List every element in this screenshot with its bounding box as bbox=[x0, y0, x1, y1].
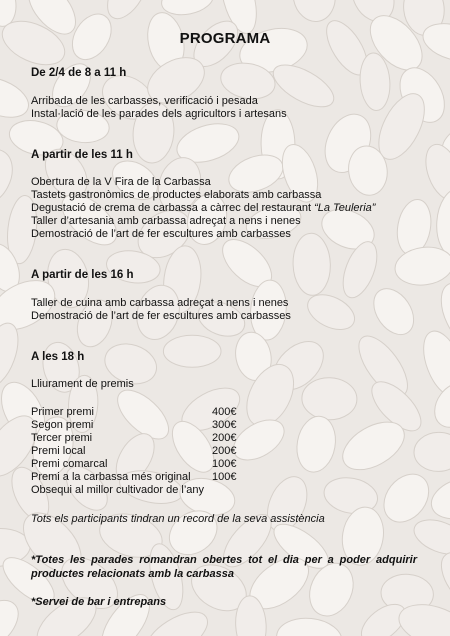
prize-label: Obsequi al millor cultivador de l’any bbox=[31, 484, 205, 496]
activity-line: Instal·lació de les parades dels agricultors i artesans bbox=[31, 108, 287, 120]
activity-text: Degustació de crema de carbassa a càrrec del restaurant bbox=[31, 202, 315, 214]
restaurant-name: “La Teuleria” bbox=[314, 202, 376, 214]
section-heading-18h: A les 18 h bbox=[31, 351, 85, 363]
prize-amount: 200€ bbox=[212, 445, 237, 457]
activity-line: Tastets gastronòmics de productes elaborats amb carbassa bbox=[31, 189, 322, 201]
activity-line bbox=[31, 202, 375, 214]
prize-label: Premi local bbox=[31, 445, 86, 457]
prize-label: Segon premi bbox=[31, 419, 94, 431]
prize-label: Primer premi bbox=[31, 406, 94, 418]
prize-amount: 400€ bbox=[212, 406, 237, 418]
activity-line: Demostració de l’art de fer escultures amb carbasses bbox=[31, 310, 291, 322]
activity-line: Arribada de les carbasses, verificació i pesada bbox=[31, 95, 258, 107]
prize-amount: 300€ bbox=[212, 419, 237, 431]
footnote-bar: *Servei de bar i entrepans bbox=[31, 596, 167, 608]
page-title: PROGRAMA bbox=[179, 30, 271, 47]
footnote-stalls: *Totes les parades romandran obertes tot el dia per a poder adquirir productes relacionats amb la carbassa bbox=[31, 554, 417, 580]
prize-label: Tercer premi bbox=[31, 432, 93, 444]
prize-label: Premi a la carbassa més original bbox=[31, 471, 191, 483]
participants-note: Tots els participants tindran un record de la seva assistència bbox=[31, 513, 325, 525]
prize-amount: 200€ bbox=[212, 432, 237, 444]
section-heading-11h: A partir de les 11 h bbox=[31, 149, 133, 161]
activity-line: Taller d’artesania amb carbassa adreçat a nens i nenes bbox=[31, 215, 301, 227]
activity-line: Taller de cuina amb carbassa adreçat a nens i nenes bbox=[31, 297, 289, 309]
prize-amount: 100€ bbox=[212, 458, 237, 470]
prize-amount: 100€ bbox=[212, 471, 237, 483]
prize-label: Premi comarcal bbox=[31, 458, 108, 470]
section-heading-morning: De 2/4 de 8 a 11 h bbox=[31, 67, 127, 79]
activity-line: Obertura de la V Fira de la Carbassa bbox=[31, 176, 211, 188]
activity-line: Lliurament de premis bbox=[31, 378, 134, 390]
section-heading-16h: A partir de les 16 h bbox=[31, 269, 134, 281]
activity-line: Demostració de l’art de fer escultures amb carbasses bbox=[31, 228, 291, 240]
